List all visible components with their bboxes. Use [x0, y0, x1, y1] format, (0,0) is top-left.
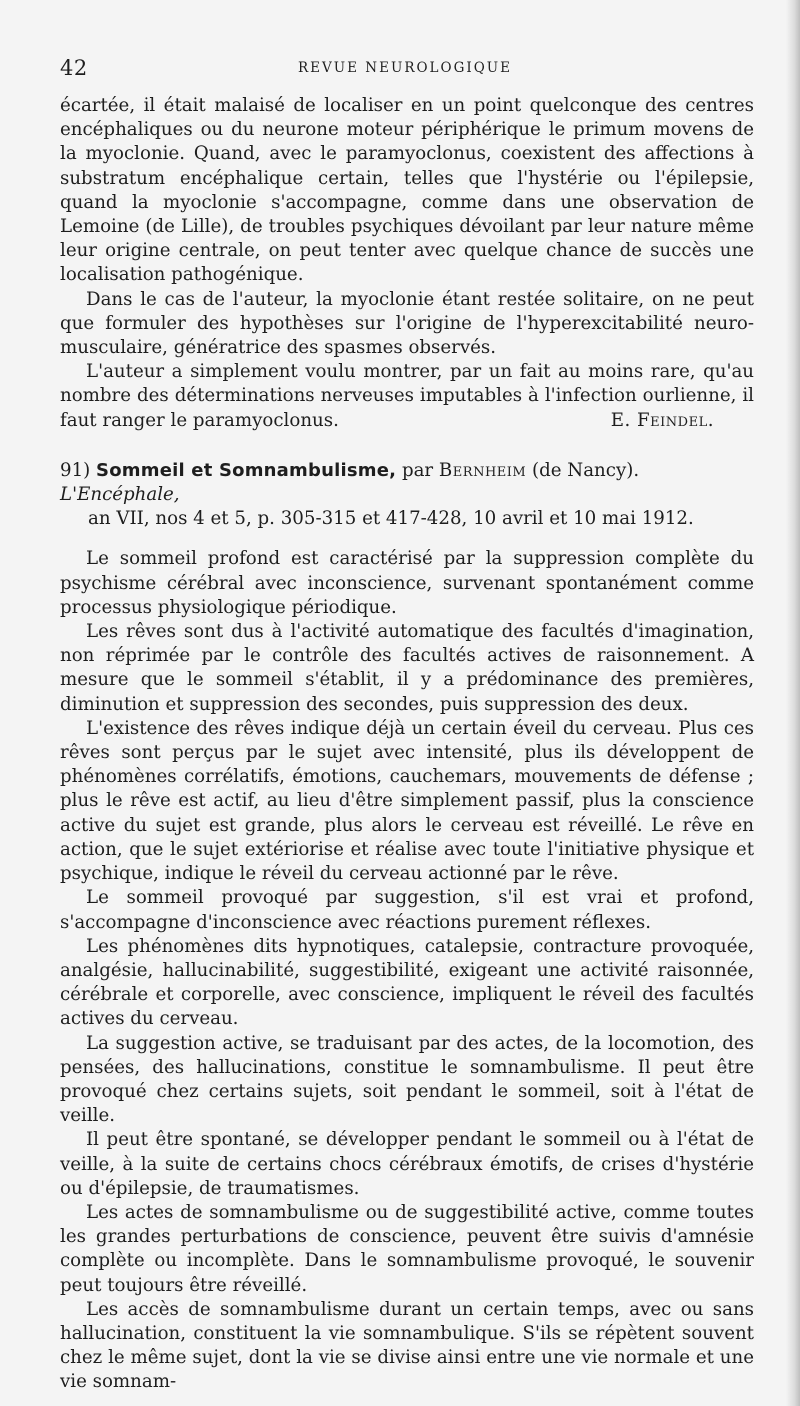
entry-author: Bernheim [438, 459, 527, 481]
body-paragraph-6: La suggestion active, se traduisant par des actes, de la locomotion, des pensées, des hallucinations, constitue le somnambulisme. Il peut être provoqué chez certains sujets, soit pendant le sommeil, soit à l'état de veille. [60, 1032, 754, 1127]
paragraph-prev-3-row [60, 360, 754, 433]
review-signature: E. Feindel. [610, 409, 714, 431]
review-entry-heading [60, 459, 754, 532]
entry-reference: an VII, nos 4 et 5, p. 305-315 et 417-428, 10 avril et 10 mai 1912. [88, 508, 694, 530]
journal-title: REVUE NEUROLOGIQUE [297, 60, 513, 76]
body-paragraph-9: Les accès de somnambulisme durant un certain temps, avec ou sans hallucination, constituent la vie somnambulique. S'ils se répètent souvent chez le même sujet, dont la vie se divise ainsi entre une vie normale et une vie somnam- [60, 1298, 754, 1393]
entry-affiliation: (de Nancy). [532, 459, 640, 481]
entry-by: par [401, 459, 434, 481]
page-edge-shadow [786, 0, 800, 1406]
paragraph-prev-3 [60, 360, 754, 433]
body-paragraph-2: Les rêves sont dus à l'activité automatique des facultés d'imagination, non réprimée par le contrôle des facultés actives de raisonnement. A mesure que le sommeil s'établit, il y a prédominance des premières, diminution et suppression des secondes, puis suppression des deux. [60, 621, 754, 715]
paragraph-prev-3-text: L'auteur a simplement voulu montrer, par un fait au moins rare, qu'au nombre des déterminations nerveuses imputables à l'infection ourlienne, il faut ranger le paramyoclonus. [60, 361, 754, 431]
page-text [60, 94, 754, 1395]
page-number: 42 [60, 56, 88, 80]
entry-title: Sommeil et Somnambulisme, [96, 459, 397, 481]
body-paragraph-4: Le sommeil provoqué par suggestion, s'il est vrai et profond, s'accompagne d'inconscience avec réactions purement réflexes. [60, 887, 754, 933]
entry-number: 91) [60, 459, 91, 481]
running-header [60, 56, 750, 86]
body-paragraph-7: Il peut être spontané, se développer pendant le sommeil ou à l'état de veille, à la suite de certains chocs cérébraux émotifs, de crises d'hystérie ou d'épilepsie, de traumatismes. [60, 1129, 754, 1199]
paragraph-prev-1: écartée, il était malaisé de localiser en un point quelconque des centres encéphaliques ou du neurone moteur périphérique le primum movens de la myoclonie. Quand, avec le paramyoclonus, coexistent des affections à substratum encéphalique certain, telles que l'hystérie ou l'épilepsie, quand la myoclonie s'accompagne, comme dans une observation de Lemoine (de Lille), de troubles psychiques dévoilant par leur nature même leur origine centrale, on peut tenter avec quelque chance de succès une localisation pathogénique. [60, 95, 754, 286]
body-paragraph-1: Le sommeil profond est caractérisé par la suppression complète du psychisme cérébral avec inconscience, survenant spontanément comme processus physiologique périodique. [60, 548, 754, 618]
body-paragraph-8: Les actes de somnambulisme ou de suggestibilité active, comme toutes les grandes perturbations de conscience, peuvent être suivis d'amnésie complète ou incomplète. Dans le somnambulisme provoqué, le souvenir peut toujours être réveillé. [60, 1201, 754, 1296]
paragraph-prev-2: Dans le cas de l'auteur, la myoclonie étant restée solitaire, on ne peut que formuler des hypothèses sur l'origine de l'hyperexcitabilité neuro-musculaire, génératrice des spasmes observés. [60, 288, 754, 359]
body-paragraph-5: Les phénomènes dits hypnotiques, catalepsie, contracture provoquée, analgésie, hallucinabilité, suggestibilité, exigeant une activité raisonnée, cérébrale et corporelle, avec conscience, impliquent le réveil des facultés actives du cerveau. [60, 935, 754, 1030]
entry-heading-line-1 [60, 459, 754, 507]
entry-journal: L'Encéphale, [60, 484, 180, 506]
body-paragraph-3: L'existence des rêves indique déjà un certain éveil du cerveau. Plus ces rêves sont perçus par le sujet avec intensité, plus ils développent de phénomènes corrélatifs, émotions, cauchemars, mouvements de défense ; plus le rêve est actif, au lieu d'être simplement passif, plus la conscience active du sujet est grande, plus alors le cerveau est réveillé. Le rêve en action, que le sujet extériorise et réalise avec toute l'initiative physique et psychique, indique le réveil du cerveau actionné par le rêve. [60, 717, 754, 885]
